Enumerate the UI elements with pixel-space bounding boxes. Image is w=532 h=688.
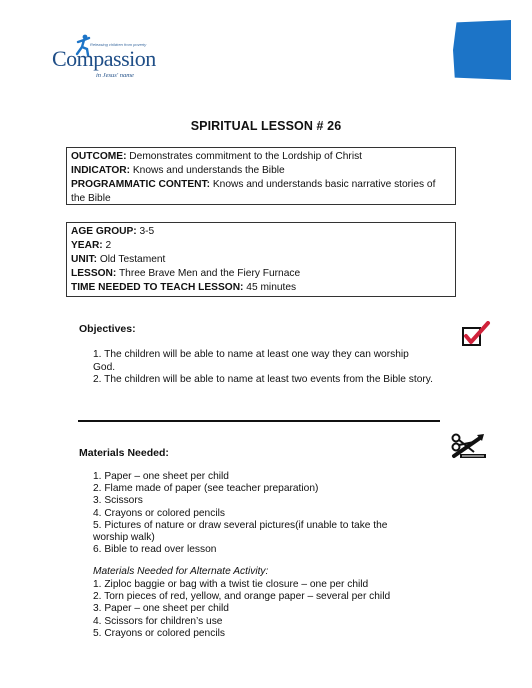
programmatic-content-value: Knows and understands basic narrative stories of the Bible [71, 179, 436, 204]
lesson-value: Three Brave Men and the Fiery Furnace [116, 268, 301, 279]
year-line [71, 239, 451, 253]
year-label: YEAR: [71, 240, 103, 251]
unit-label: UNIT: [71, 254, 98, 265]
logo-tagline: Releasing children from poverty [90, 42, 147, 47]
list-item: 1. Paper – one sheet per child [93, 471, 229, 482]
time-needed-label: TIME NEEDED TO TEACH LESSON: [71, 282, 244, 293]
list-item: 2. The children will be able to name at least two events from the Bible story. [93, 374, 433, 385]
age-group-value: 3-5 [136, 226, 155, 237]
indicator-line [71, 164, 451, 178]
unit-value: Old Testament [97, 254, 166, 265]
materials-heading: Materials Needed: [79, 447, 169, 459]
list-item: 5. Crayons or colored pencils [93, 627, 225, 639]
outcome-box [66, 147, 456, 205]
year-value: 2 [102, 240, 112, 251]
logo-subtitle: in Jesus' name [96, 72, 134, 79]
list-item: 4. Scissors for children’s use [93, 615, 223, 627]
alternate-materials-heading: Materials Needed for Alternate Activity: [93, 566, 269, 577]
list-item: 1. The children will be able to name at least one way they can worship God. [93, 349, 409, 373]
list-item: 3. Paper – one sheet per child [93, 603, 229, 615]
age-group-label: AGE GROUP: [71, 226, 137, 237]
compassion-logo [52, 34, 172, 94]
programmatic-content-line [71, 178, 451, 206]
decorative-blue-block [453, 20, 511, 80]
unit-line [71, 253, 451, 267]
outcome-value: Demonstrates commitment to the Lordship of Christ [126, 151, 363, 162]
list-item: 3. Scissors [93, 495, 143, 507]
list-item: 5. Pictures of nature or draw several pictures(if unable to take the worship walk) [93, 519, 388, 544]
lesson-line [71, 267, 451, 281]
age-group-line [71, 225, 451, 239]
lesson-label: LESSON: [71, 268, 117, 279]
objectives-list [93, 349, 433, 387]
list-item: 1. Ziploc baggie or bag with a twist tie closure – one per child [93, 579, 369, 590]
page-title: SPIRITUAL LESSON # 26 [190, 119, 342, 133]
checkbox-check-icon [461, 321, 491, 347]
section-divider [78, 420, 440, 422]
list-item: 2. Flame made of paper (see teacher preparation) [93, 483, 319, 495]
time-needed-line [71, 281, 451, 295]
outcome-line [71, 150, 451, 164]
logo-wordmark: Compassion [52, 46, 156, 71]
materials-list [93, 471, 423, 556]
outcome-label: OUTCOME: [71, 151, 127, 162]
list-item: 6. Bible to read over lesson [93, 544, 217, 556]
time-needed-value: 45 minutes [243, 282, 297, 293]
lesson-info-box [66, 222, 456, 297]
objectives-heading: Objectives: [79, 323, 136, 335]
programmatic-content-label: PROGRAMMATIC CONTENT: [71, 179, 211, 190]
indicator-value: Knows and understands the Bible [130, 165, 285, 176]
list-item: 2. Torn pieces of red, yellow, and orange paper – several per child [93, 591, 391, 603]
indicator-label: INDICATOR: [71, 165, 131, 176]
pencil-scissors-icon [450, 432, 488, 460]
alternate-materials-list [93, 579, 423, 640]
list-item: 4. Crayons or colored pencils [93, 507, 225, 519]
